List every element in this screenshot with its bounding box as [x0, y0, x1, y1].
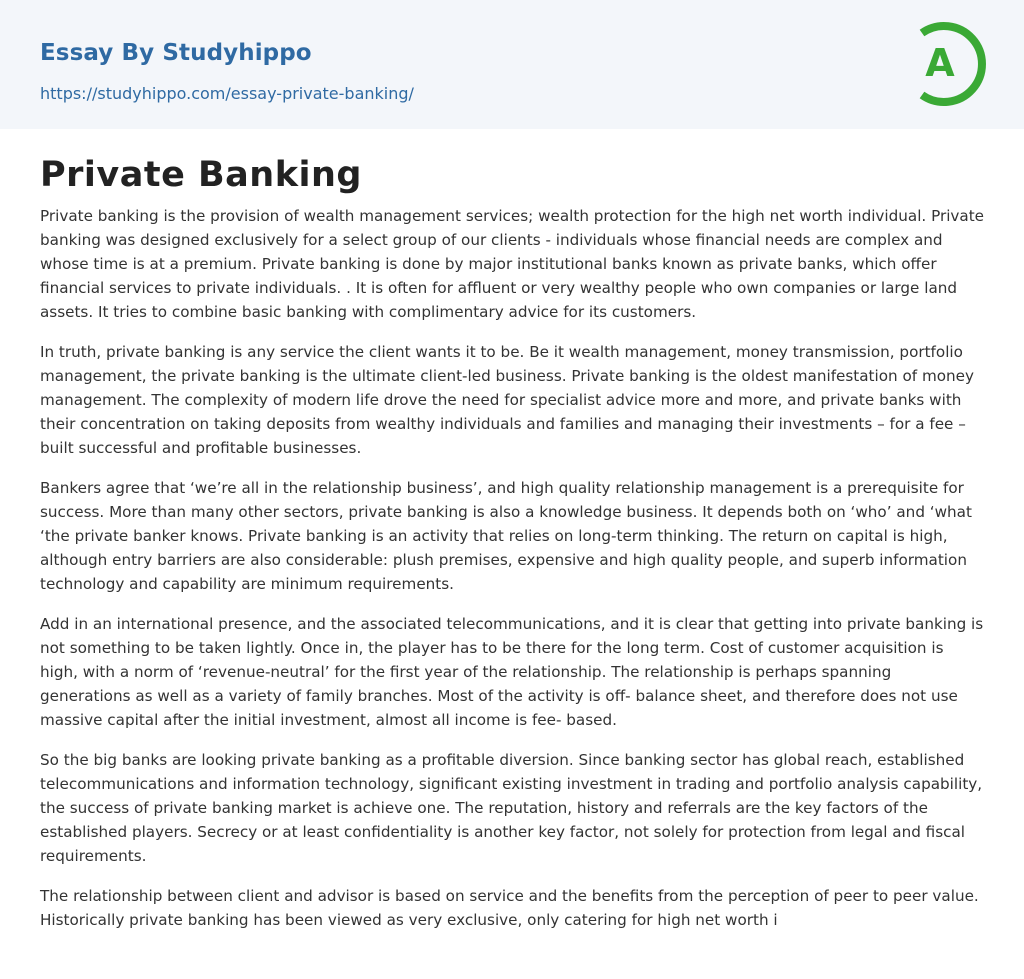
essay-url-link[interactable]: https://studyhippo.com/essay-private-banking/: [40, 84, 414, 103]
page-title: Private Banking: [40, 155, 362, 195]
essay-paragraph: Add in an international presence, and the associated telecommunications, and it is clear that getting into private banking is not something to be taken lightly. Once in, the player has to be there for the long term. Cost of customer acquisition is high, with a norm of ‘revenue-neutral’ for the first year of the relationship. The relationship is perhaps spanning generations as well as a variety of family branches. Most of the activity is off- balance sheet, and therefore does not use massive capital after the initial investment, almost all income is fee- based.: [40, 615, 984, 729]
brand-title[interactable]: Essay By Studyhippo: [40, 40, 312, 66]
essay-paragraph: Bankers agree that ‘we’re all in the relationship business’, and high quality relationship management is a prerequisite for success. More than many other sectors, private banking is also a knowledge business. It depends both on ‘who’ and ‘what ‘the private banker knows. Private banking is an activity that relies on long-term thinking. The return on capital is high, although entry barriers are also considerable: plush premises, expensive and high quality people, and superb information technology and capability are minimum requirements.: [40, 479, 972, 593]
essay-paragraph: Private banking is the provision of wealth management services; wealth protection for the high net worth individual. Private banking was designed exclusively for a select group of our clients - individuals whose financial needs are complex and whose time is at a premium. Private banking is done by major institutional banks known as private banks, which offer financial services to private individuals. . It is often for affluent or very wealthy people who own companies or large land assets. It tries to combine basic banking with complimentary advice for its customers.: [40, 207, 985, 321]
essay-paragraph: In truth, private banking is any service the client wants it to be. Be it wealth management, money transmission, portfolio management, the private banking is the ultimate client-led business. Private banking is the oldest manifestation of money management. The complexity of modern life drove the need for specialist advice more and more, and private banks with their concentration on taking deposits from wealthy individuals and families and managing their investments – for a fee – built successful and profitable businesses.: [40, 343, 974, 457]
logo-letter: A: [925, 41, 955, 85]
essay-content: [40, 140, 986, 948]
studyhippo-logo-icon[interactable]: [896, 16, 992, 112]
essay-paragraph: So the big banks are looking private banking as a profitable diversion. Since banking sector has global reach, established telecommunications and information technology, significant existing investment in trading and portfolio analysis capability, the success of private banking market is achieve one. The reputation, history and referrals are the key factors of the established players. Secrecy or at least confidentiality is another key factor, not solely for protection from legal and fiscal requirements.: [40, 751, 983, 865]
essay-paragraph: The relationship between client and advisor is based on service and the benefits from the perception of peer to peer value. Historically private banking has been viewed as very exclusive, only catering for high net worth i: [40, 887, 979, 929]
site-header: [0, 0, 1024, 129]
